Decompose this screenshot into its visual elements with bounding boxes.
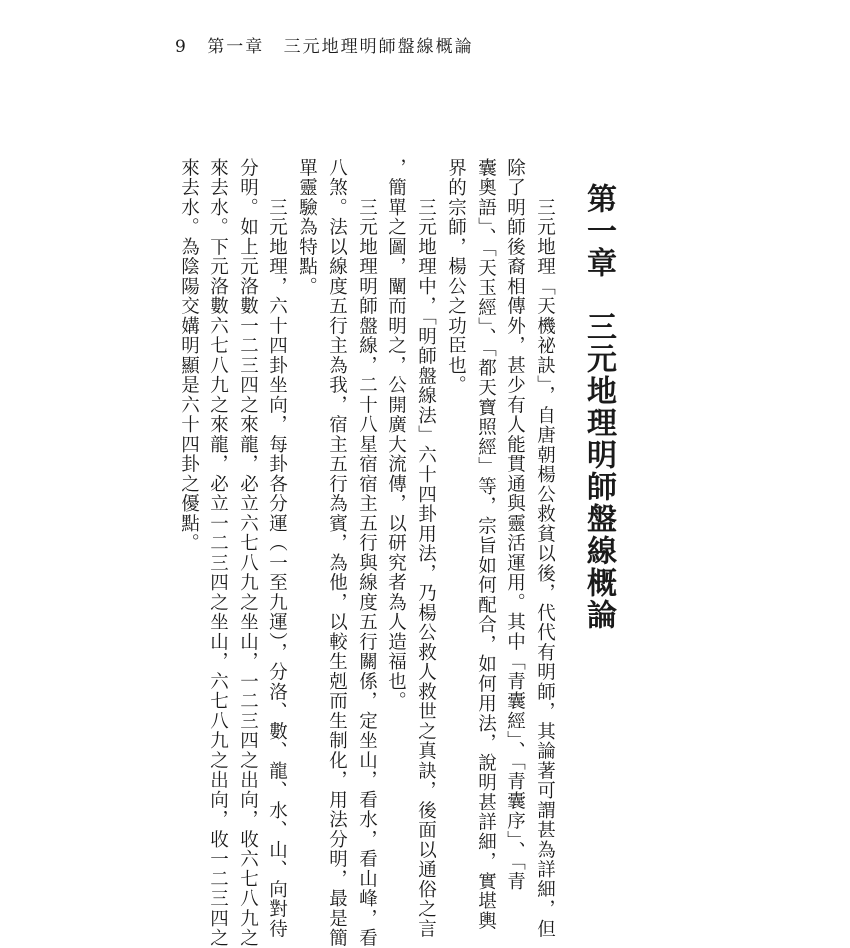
text-column: 三元地理中，「明師盤線法」六十四卦用法，乃楊公救人救世之真訣，後面以通俗之言 — [415, 158, 437, 939]
text-column: 分明。如上元洛數一二三四之來龍，必立六七八九之坐山，一二三四之出向，收六七八九之 — [237, 158, 259, 948]
chapter-title: 第一章 三元地理明師盤線概論 — [581, 183, 616, 631]
text-column: 來去水。下元洛數六七八九之來龍，必立一二三四之坐山，六七八九之出向，收一二三四之 — [207, 158, 229, 948]
text-column: 八煞。法以線度五行主為我，宿主五行為賓，為他，以較生剋而生制化，用法分明，最是簡 — [326, 158, 348, 948]
running-head-title: 三元地理明師盤線概論 — [283, 37, 474, 57]
text-column: 三元地理明師盤線，二十八星宿宿主五行與線度五行關係，定坐山，看水，看山峰，看 — [356, 158, 378, 948]
text-column: 三元地理「天機祕訣」，自唐朝楊公救貧以後，代代有明師，其論著可謂甚為詳細，但 — [534, 158, 556, 939]
text-column: 三元地理，六十四卦坐向，每卦各分運（一至九運），分洛、數、龍、水、山、向對待 — [266, 158, 288, 939]
text-column: ，簡單之圖，闡而明之，公開廣大流傳，以研究者為人造福也。 — [385, 158, 407, 711]
running-head-chapter: 第一章 — [207, 37, 265, 57]
text-column: 除了明師後裔相傳外，甚少有人能貫通與靈活運用。其中「青囊經」、「青囊序」、「青 — [504, 158, 526, 892]
text-column: 界的宗師，楊公之功臣也。 — [445, 158, 467, 395]
text-column: 囊奧語」、「天玉經」、「都天寶照經」等，宗旨如何配合，如何用法，說明甚詳細，實堪輿 — [475, 158, 497, 931]
page-number: 9 — [175, 37, 188, 57]
text-column: 單靈驗為特點。 — [296, 158, 318, 297]
text-column: 來去水。為陰陽交媾明顯是六十四卦之優點。 — [178, 158, 200, 553]
running-head — [175, 32, 474, 57]
